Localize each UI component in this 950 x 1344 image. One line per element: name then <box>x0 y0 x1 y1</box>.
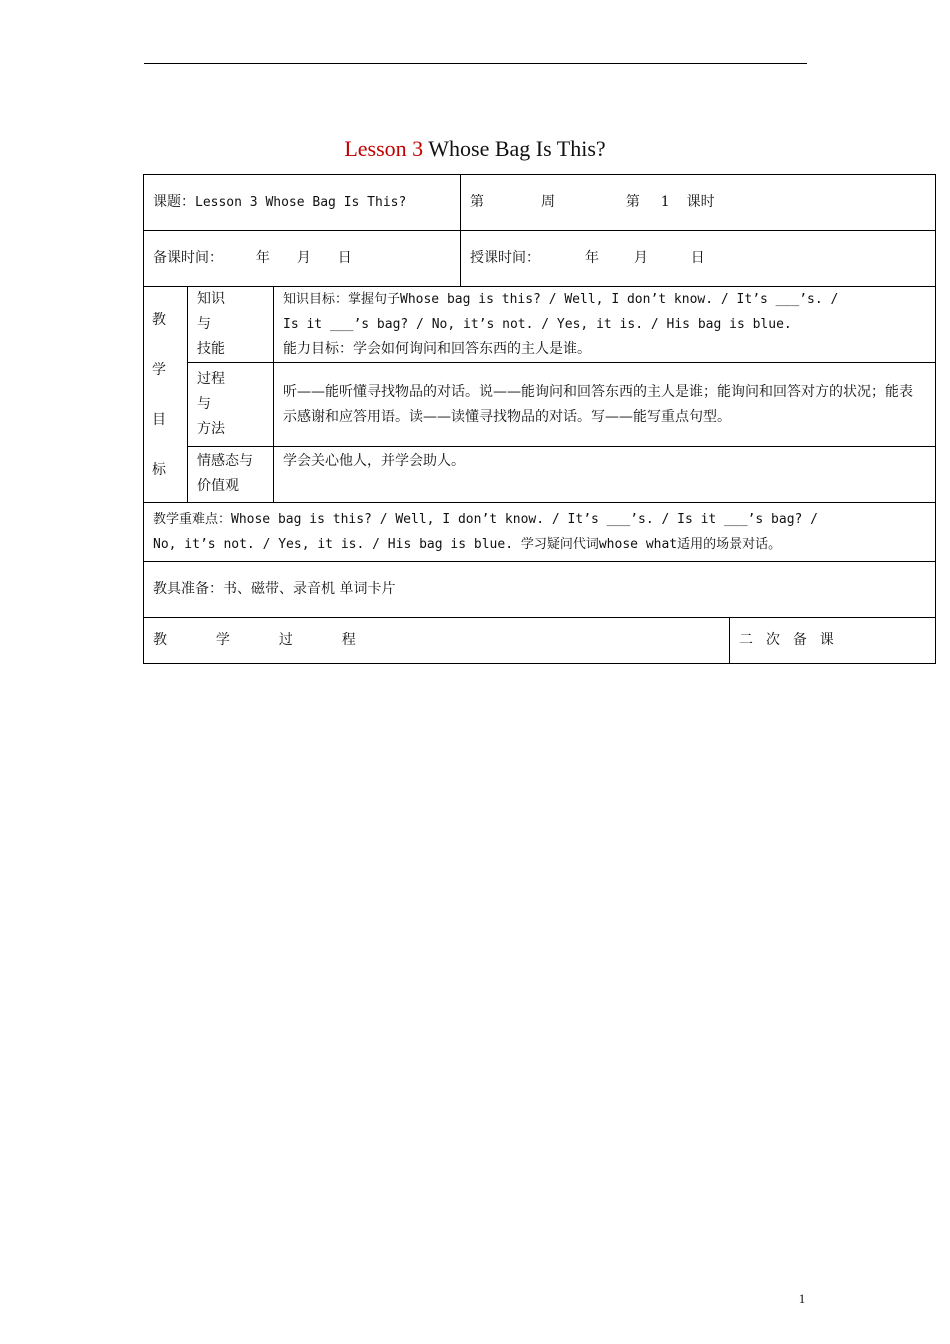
process-label-2: 与 <box>197 396 211 412</box>
materials-text: 教具准备：书、磁带、录音机 单词卡片 <box>153 581 396 597</box>
process-char-4: 程 <box>341 632 356 648</box>
key-points-line-2: No, it’s not. / Yes, it is. / His bag is blue. 学习疑问代词whose what适用的场景对话。 <box>153 537 782 552</box>
key-points-line-1: 教学重难点：Whose bag is this? / Well, I don’t know. / It’s ___’s. / Is it ___’s bag? / <box>153 512 818 527</box>
knowledge-label-2: 与 <box>197 316 211 332</box>
key-points-cell <box>144 503 936 562</box>
teaching-process-cell <box>144 618 730 664</box>
secondary-char-2: 次 <box>765 632 780 648</box>
prep-time-label: 备课时间： <box>153 250 223 266</box>
process-char-2: 学 <box>215 632 230 648</box>
prep-year: 年 <box>255 250 270 266</box>
secondary-char-4: 课 <box>819 632 834 648</box>
teach-time-label: 授课时间： <box>470 250 541 266</box>
process-text: 听——能听懂寻找物品的对话。说——能询问和回答东西的主人是谁；能询问和回答对方的状况；能表示感谢和应答用语。读——读懂寻找物品的对话。写——能写重点句型。 <box>283 383 913 425</box>
secondary-char-1: 二 <box>739 632 754 648</box>
week-prefix: 第 <box>470 194 485 210</box>
page-title <box>0 136 950 162</box>
header-rule <box>144 63 807 64</box>
table-row-process <box>144 363 936 447</box>
page-number: 1 <box>798 1291 806 1306</box>
process-label-cell <box>188 363 274 447</box>
secondary-prep-cell <box>730 618 936 664</box>
title-name: Whose Bag Is This? <box>428 136 606 161</box>
teach-month: 月 <box>633 250 648 266</box>
period-prefix: 第 <box>625 194 640 210</box>
table-row-time <box>144 231 936 287</box>
materials-cell <box>144 562 936 618</box>
objectives-char-1: 教 <box>152 311 166 328</box>
teach-time-cell <box>461 231 936 287</box>
process-label-1: 过程 <box>197 371 225 387</box>
table-row-topic <box>144 175 936 231</box>
prep-month: 月 <box>296 250 311 266</box>
process-content-cell <box>274 363 936 447</box>
table-row-process-header <box>144 618 936 664</box>
knowledge-line-3: 能力目标：学会如何询问和回答东西的主人是谁。 <box>283 341 591 357</box>
topic-cell <box>144 175 461 231</box>
lesson-plan-table <box>143 174 936 664</box>
emotion-label-1: 情感态与 <box>197 453 253 469</box>
emotion-text: 学会关心他人，并学会助人。 <box>283 453 465 469</box>
topic-label: 课题： <box>153 194 195 210</box>
teach-year: 年 <box>584 250 599 266</box>
prep-day: 日 <box>337 250 352 266</box>
emotion-label-2: 价值观 <box>197 478 239 494</box>
table-row-materials <box>144 562 936 618</box>
title-lesson: Lesson 3 <box>344 136 424 161</box>
knowledge-content-cell <box>274 287 936 363</box>
prep-time-cell <box>144 231 461 287</box>
table-row-knowledge <box>144 287 936 363</box>
objectives-char-3: 目 <box>152 411 166 428</box>
knowledge-line-1: 知识目标：掌握句子Whose bag is this? / Well, I don’t know. / It’s ___’s. / <box>283 292 839 307</box>
table-row-key-points <box>144 503 936 562</box>
emotion-label-cell <box>188 447 274 503</box>
topic-value: Lesson 3 Whose Bag Is This? <box>195 195 407 210</box>
table-row-emotion <box>144 447 936 503</box>
knowledge-label-3: 技能 <box>197 341 225 357</box>
knowledge-label-1: 知识 <box>197 291 225 307</box>
period-number: 1 <box>660 194 670 210</box>
week-period-cell <box>461 175 936 231</box>
knowledge-line-2: Is it ___’s bag? / No, it’s not. / Yes, it is. / His bag is blue. <box>283 317 792 332</box>
emotion-content-cell <box>274 447 936 503</box>
teach-day: 日 <box>690 250 705 266</box>
knowledge-label-cell <box>188 287 274 363</box>
process-label-3: 方法 <box>197 421 225 437</box>
objectives-group-label <box>144 287 188 503</box>
objectives-char-4: 标 <box>152 461 166 478</box>
period-suffix: 课时 <box>686 194 715 210</box>
secondary-char-3: 备 <box>792 632 807 648</box>
process-char-1: 教 <box>153 632 167 648</box>
process-char-3: 过 <box>278 632 293 648</box>
week-suffix: 周 <box>540 194 555 210</box>
objectives-char-2: 学 <box>152 361 166 378</box>
